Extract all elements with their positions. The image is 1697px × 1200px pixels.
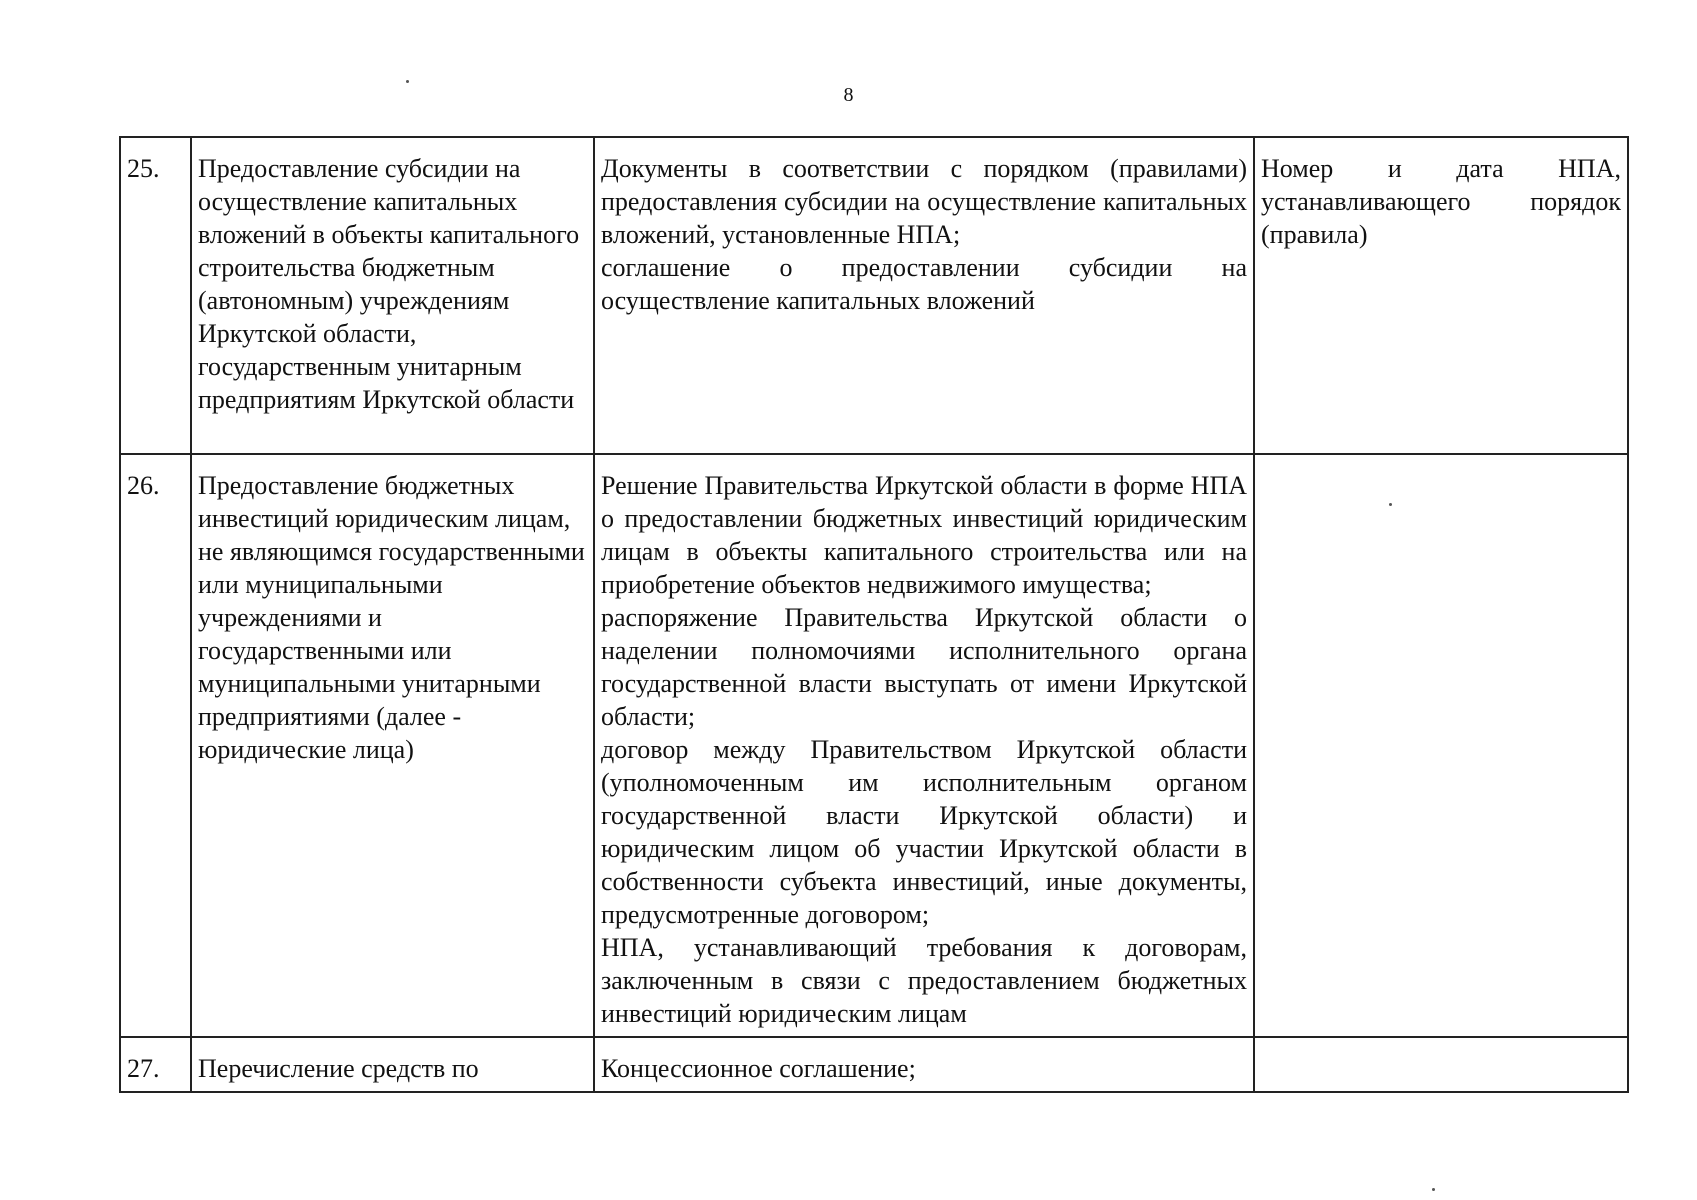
document-item: Решение Правительства Иркутской области в форме НПА о предоставлении бюджетных инвестиций юридическим лицам в объекты капитального строительства или на приобретение объектов недвижимого имущества; [601,471,1247,599]
scan-speck [1432,1188,1435,1191]
row-number: 26. [120,454,191,1037]
scan-speck [1389,503,1392,506]
document-item: Документы в соответствии с порядком (правилами) предоставления субсидии на осуществление капитальных вложений, установленные НПА; [601,154,1247,249]
scan-speck [406,80,409,83]
row-documents [594,1037,1254,1092]
row-requisites [1254,1037,1628,1092]
document-table [119,136,1629,1093]
document-item: договор между Правительством Иркутской области (уполномоченным им исполнительным органом государственной власти Иркутской области) и юридическим лицом об участии Иркутской области в собственности субъекта инвестиций, иные документы, предусмотренные договором; [601,735,1247,929]
table-row [120,454,1628,1037]
document-item: Концессионное соглашение; [601,1054,916,1083]
row-description: Перечисление средств по [191,1037,594,1092]
document-item: соглашение о предоставлении субсидии на осуществление капитальных вложений [601,253,1247,315]
document-item: НПА, устанавливающий требования к договорам, заключенным в связи с предоставлением бюджетных инвестиций юридическим лицам [601,933,1247,1028]
page-number: 8 [843,84,854,106]
row-description: Предоставление субсидии на осуществление капитальных вложений в объекты капитального строительства бюджетным (автономным) учреждениям Иркутской области, государственным унитарным предприятиям Иркутской области [191,137,594,454]
table-row [120,137,1628,454]
row-requisites [1254,454,1628,1037]
row-documents [594,454,1254,1037]
row-number: 25. [120,137,191,454]
row-documents [594,137,1254,454]
row-requisites: Номер и дата НПА, устанавливающего порядок (правила) [1254,137,1628,454]
document-item: распоряжение Правительства Иркутской области о наделении полномочиями исполнительного органа государственной власти выступать от имени Иркутской области; [601,603,1247,731]
row-description: Предоставление бюджетных инвестиций юридическим лицам, не являющимся государственными или муниципальными учреждениями и государственными или муниципальными унитарными предприятиями (далее - юридические лица) [191,454,594,1037]
row-number: 27. [120,1037,191,1092]
table-row [120,1037,1628,1092]
